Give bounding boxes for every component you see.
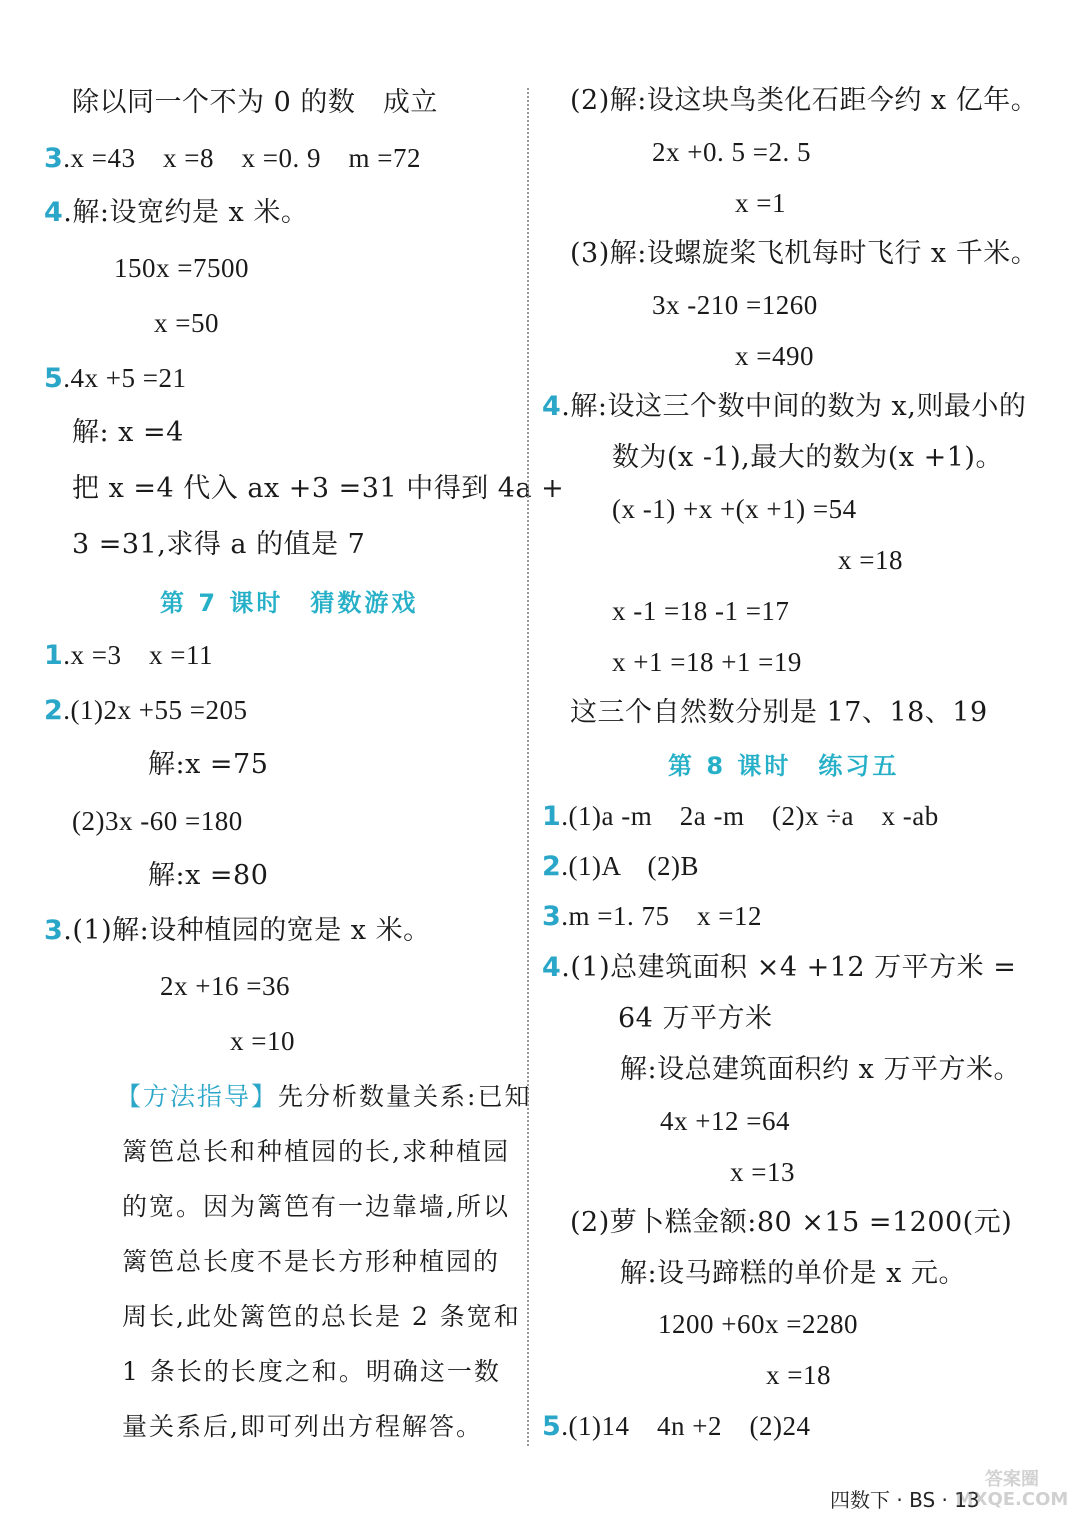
answer-line: 3 =31,求得 a 的值是 7 (72, 529, 366, 560)
equation: x +1 =18 +1 =19 (612, 647, 802, 677)
answer-line: 数为(x -1),最大的数为(x +1)。 (612, 442, 1003, 473)
answer-item-4 (542, 390, 1026, 424)
item-number: 3 (44, 143, 64, 174)
equation: x =1 (735, 188, 786, 218)
answer-item-3 (542, 899, 762, 934)
answer-item-2 (542, 849, 699, 884)
item-number: 3 (542, 901, 562, 932)
answer-item-4b (542, 951, 1016, 985)
item-number: 4 (44, 197, 64, 228)
equation: 4x +12 =64 (660, 1106, 790, 1136)
equation: 150x =7500 (114, 253, 249, 283)
item-number: 5 (542, 1411, 562, 1442)
answer-item-3b (44, 914, 431, 948)
column-divider (527, 88, 529, 1446)
answer-text: .(1)14 4n +2 (2)24 (561, 1411, 811, 1441)
answer-text: .(1)解:设种植园的宽是 x 米。 (63, 915, 431, 946)
item-number: 2 (44, 695, 64, 726)
answer-line: 解: x =4 (72, 417, 184, 448)
answer-item-5 (542, 1409, 811, 1444)
tip-text: 的宽。因为篱笆有一边靠墙,所以 (122, 1192, 510, 1221)
equation: x =18 (766, 1360, 831, 1390)
equation: 1200 +60x =2280 (658, 1309, 858, 1339)
equation: x =18 (838, 545, 903, 575)
answer-text: .x =43 x =8 x =0. 9 m =72 (63, 143, 421, 173)
method-tip (116, 1080, 531, 1114)
answer-line: (3)解:设螺旋桨飞机每时飞行 x 千米。 (570, 238, 1039, 269)
answer-item-2 (44, 693, 247, 728)
equation: x =50 (154, 308, 219, 338)
tip-text: 量关系后,即可列出方程解答。 (122, 1412, 483, 1441)
equation: 2x +16 =36 (160, 971, 290, 1001)
answer-line: 这三个自然数分别是 17、18、19 (570, 697, 988, 728)
item-number: 3 (44, 915, 64, 946)
answer-line: 解:设马蹄糕的单价是 x 元。 (620, 1258, 966, 1289)
equation: x -1 =18 -1 =17 (612, 596, 790, 626)
answer-line: 除以同一个不为 0 的数 成立 (72, 87, 438, 118)
answer-text: .4x +5 =21 (63, 363, 187, 393)
equation: (2)3x -60 =180 (72, 806, 243, 836)
equation: x =13 (730, 1157, 795, 1187)
answer-item-4 (44, 196, 308, 230)
watermark: 答案圈 MXQE.COM (955, 1469, 1069, 1510)
equation: 3x -210 =1260 (652, 290, 818, 320)
item-number: 1 (44, 640, 64, 671)
item-number: 1 (542, 801, 562, 832)
page-footer: 四数下 · BS · 13 (830, 1488, 980, 1512)
answer-text: .(1)a -m 2a -m (2)x ÷a x -ab (561, 801, 939, 831)
equation: x =10 (230, 1026, 295, 1056)
answer-text: .m =1. 75 x =12 (561, 901, 763, 931)
answer-line: (2)萝卜糕金额:80 ×15 =1200(元) (570, 1207, 1013, 1238)
answer-item-5 (44, 361, 187, 396)
lesson-heading-7: 第 7 课时 猜数游戏 (160, 589, 419, 617)
method-tip-tag: 【方法指导】 (116, 1082, 279, 1111)
answer-text: .(1)2x +55 =205 (63, 695, 248, 725)
answer-text: .x =3 x =11 (63, 640, 213, 670)
answer-line: (2)解:设这块鸟类化石距今约 x 亿年。 (570, 85, 1039, 116)
equation: x =490 (735, 341, 814, 371)
item-number: 2 (542, 851, 562, 882)
answer-text: .(1)总建筑面积 ×4 +12 万平方米 = (561, 952, 1017, 983)
item-number: 5 (44, 363, 64, 394)
item-number: 4 (542, 391, 562, 422)
equation: 2x +0. 5 =2. 5 (652, 137, 811, 167)
answer-text: .解:设宽约是 x 米。 (63, 197, 309, 228)
answer-line: 把 x =4 代入 ax +3 =31 中得到 4a + (72, 473, 565, 504)
tip-text: 1 条长的长度之和。明确这一数 (122, 1357, 501, 1386)
equation: (x -1) +x +(x +1) =54 (612, 494, 857, 524)
tip-text: 周长,此处篱笆的总长是 2 条宽和 (122, 1302, 521, 1331)
answer-text: .(1)A (2)B (561, 851, 700, 881)
tip-text: 篱笆总长和种植园的长,求种植园 (122, 1137, 510, 1166)
answer-item-1 (542, 799, 939, 834)
item-number: 4 (542, 952, 562, 983)
answer-line: 解:x =75 (148, 749, 269, 780)
answer-line: 解:设总建筑面积约 x 万平方米。 (620, 1054, 1021, 1085)
tip-text: 篱笆总长度不是长方形种植园的 (122, 1247, 501, 1276)
answer-item-3 (44, 141, 421, 176)
answer-line: 解:x =80 (148, 860, 269, 891)
lesson-heading-8: 第 8 课时 练习五 (668, 752, 900, 780)
tip-text: 先分析数量关系:已知 (278, 1082, 532, 1111)
answer-text: .解:设这三个数中间的数为 x,则最小的 (561, 391, 1027, 422)
answer-item-1 (44, 638, 213, 673)
answer-line: 64 万平方米 (618, 1003, 773, 1034)
